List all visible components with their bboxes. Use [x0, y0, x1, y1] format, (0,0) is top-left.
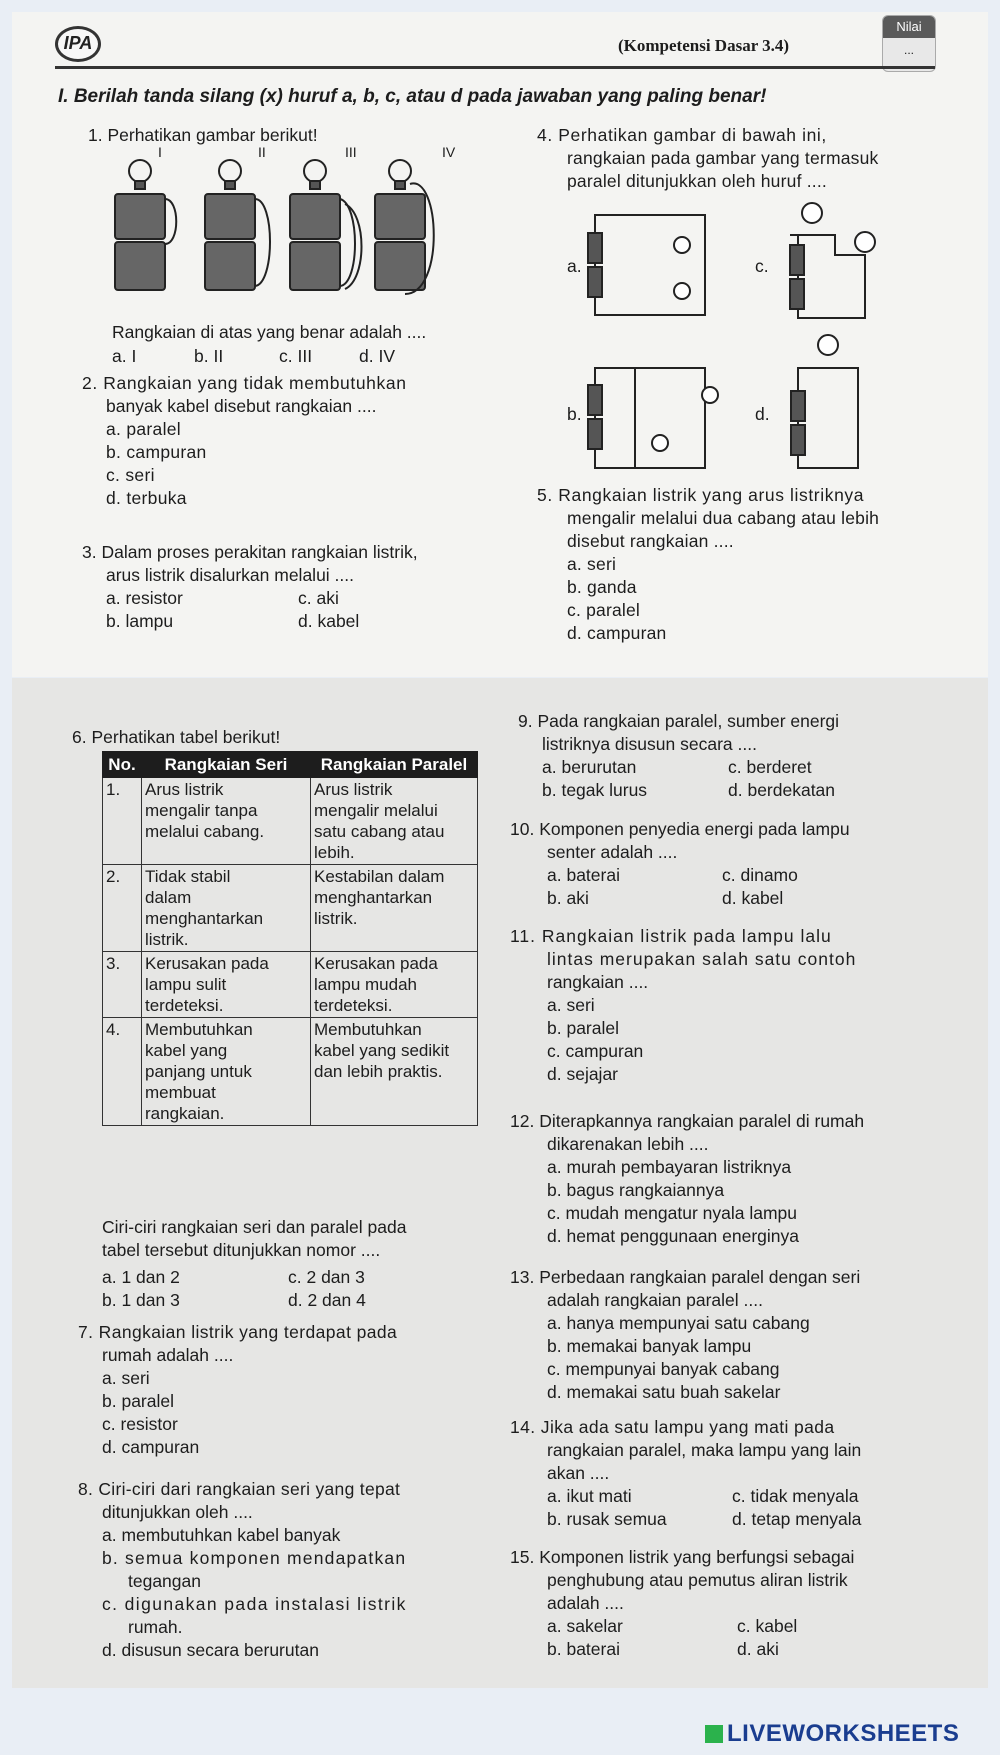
q7-line-1: 7. Rangkaian listrik yang terdapat pada	[78, 1322, 398, 1342]
row-4-seri	[142, 1018, 311, 1126]
q5-line-1: 5. Rangkaian listrik yang arus listriknya	[537, 485, 865, 505]
question-10	[510, 818, 850, 910]
row-3-paralel-line: lampu mudah	[314, 975, 418, 994]
q11-line-3: rangkaian ....	[547, 972, 649, 992]
q5-option-a[interactable]: a. seri	[567, 554, 617, 574]
q7-option-c[interactable]: c. resistor	[102, 1414, 178, 1434]
q1-label-ii: II	[258, 144, 266, 160]
row-3-seri-line: terdeteksi.	[145, 996, 224, 1015]
q11-option-b[interactable]: b. paralel	[547, 1018, 619, 1038]
instruction: I. Berilah tanda silang (x) huruf a, b, c, atau d pada jawaban yang paling benar!	[58, 86, 767, 107]
q5-line-3: disebut rangkaian ....	[567, 531, 734, 551]
q5-option-d[interactable]: d. campuran	[567, 623, 667, 643]
q9-option-d[interactable]: d. berdekatan	[728, 780, 836, 800]
row-4-seri-line: rangkaian.	[145, 1104, 225, 1123]
q3-option-c[interactable]: c. aki	[298, 588, 339, 608]
row-3-paralel	[311, 952, 478, 1018]
row-2-seri-line: listrik.	[145, 930, 189, 949]
row-3-no: 3.	[103, 952, 142, 1018]
row-1-seri-line: Arus listrik	[145, 780, 224, 799]
row-4-paralel-line: kabel yang sedikit	[314, 1041, 450, 1060]
q1-option-a[interactable]: a. I	[112, 346, 137, 366]
row-3-paralel-line: Kerusakan pada	[314, 954, 438, 973]
row-1-no: 1.	[103, 778, 142, 865]
row-2-no: 2.	[103, 865, 142, 952]
q8-line-2: ditunjukkan oleh ....	[102, 1502, 253, 1522]
q3-option-b[interactable]: b. lampu	[106, 611, 174, 631]
row-4-seri-line: panjang untuk	[145, 1062, 252, 1081]
q1-label-iv: IV	[442, 144, 456, 160]
q4-option-a[interactable]: a.	[567, 256, 582, 276]
q4-line-3: paralel ditunjukkan oleh huruf ....	[567, 171, 827, 191]
q8-option-c[interactable]: c. digunakan pada instalasi listrik	[102, 1594, 407, 1614]
q9-option-a[interactable]: a. berurutan	[542, 757, 637, 777]
q11-option-d[interactable]: d. sejajar	[547, 1064, 619, 1084]
q14-line-3: akan ....	[547, 1463, 610, 1483]
row-4-paralel	[311, 1018, 478, 1126]
row-2-seri-line: menghantarkan	[145, 909, 264, 928]
row-2-seri	[142, 865, 311, 952]
q8-option-c-cont: rumah.	[128, 1617, 183, 1637]
q6-options	[102, 1266, 366, 1312]
q11-option-c[interactable]: c. campuran	[547, 1041, 644, 1061]
table-row	[103, 865, 478, 952]
q8-option-d[interactable]: d. disusun secara berurutan	[102, 1640, 319, 1660]
bulb-icon	[129, 160, 151, 182]
table-header-no: No.	[103, 752, 142, 778]
row-1-paralel-line: satu cabang atau	[314, 822, 445, 841]
question-15	[510, 1546, 854, 1661]
q12-option-a[interactable]: a. murah pembayaran listriknya	[547, 1157, 792, 1177]
row-4-paralel-line: dan lebih praktis.	[314, 1062, 443, 1081]
question-13	[510, 1266, 860, 1404]
q1-stem: 1. Perhatikan gambar berikut!	[88, 125, 318, 145]
q2-option-c[interactable]: c. seri	[106, 465, 155, 485]
question-12	[510, 1110, 864, 1248]
kompetensi-dasar: (Kompetensi Dasar 3.4)	[618, 36, 790, 55]
row-1-seri-line: mengalir tanpa	[145, 801, 258, 820]
q15-option-d[interactable]: d. aki	[737, 1639, 779, 1659]
q1-battery-figure	[105, 144, 465, 314]
q2-option-b[interactable]: b. campuran	[106, 442, 207, 462]
liveworksheets-watermark[interactable]	[705, 1720, 959, 1748]
row-4-paralel-line: Membutuhkan	[314, 1020, 422, 1039]
q1-question: Rangkaian di atas yang benar adalah ....	[112, 322, 427, 342]
q14-option-c[interactable]: c. tidak menyala	[732, 1486, 859, 1506]
q6-question	[102, 1216, 406, 1262]
row-1-seri-line: melalui cabang.	[145, 822, 265, 841]
q8-option-a[interactable]: a. membutuhkan kabel banyak	[102, 1525, 341, 1545]
q9-option-b[interactable]: b. tegak lurus	[542, 780, 648, 800]
q13-option-d[interactable]: d. memakai satu buah sakelar	[547, 1382, 781, 1402]
q2-option-d[interactable]: d. terbuka	[106, 488, 187, 508]
table-row	[103, 1018, 478, 1126]
q9-line-2: listriknya disusun secara ....	[542, 734, 757, 754]
question-4	[537, 124, 879, 193]
q13-option-a[interactable]: a. hanya mempunyai satu cabang	[547, 1313, 810, 1333]
q14-option-d[interactable]: d. tetap menyala	[732, 1509, 862, 1529]
table-header-seri: Rangkaian Seri	[142, 752, 311, 778]
q3-line-2: arus listrik disalurkan melalui ....	[106, 565, 354, 585]
q12-option-d[interactable]: d. hemat penggunaan energinya	[547, 1226, 800, 1246]
row-4-seri-line: Membutuhkan	[145, 1020, 253, 1039]
table-header-paralel: Rangkaian Paralel	[311, 752, 478, 778]
row-4-seri-line: kabel yang	[145, 1041, 228, 1060]
q12-line-2: dikarenakan lebih ....	[547, 1134, 709, 1154]
q4-line-2: rangkaian pada gambar yang termasuk	[567, 148, 879, 168]
q14-line-2: rangkaian paralel, maka lampu yang lain	[547, 1440, 862, 1460]
q1-option-c[interactable]: c. III	[279, 346, 313, 366]
q15-line-2: penghubung atau pemutus aliran listrik	[547, 1570, 848, 1590]
q15-option-c[interactable]: c. kabel	[737, 1616, 798, 1636]
q7-option-a[interactable]: a. seri	[102, 1368, 150, 1388]
q13-line-1: 13. Perbedaan rangkaian paralel dengan seri	[510, 1267, 861, 1287]
q15-option-a[interactable]: a. sakelar	[547, 1616, 623, 1636]
q6-option-b[interactable]: b. 1 dan 3	[102, 1290, 180, 1310]
table-row	[103, 778, 478, 865]
q4-option-c[interactable]: c.	[755, 256, 769, 276]
q15-option-b[interactable]: b. baterai	[547, 1639, 620, 1659]
q3-line-1: 3. Dalam proses perakitan rangkaian listrik,	[82, 542, 418, 562]
row-1-paralel-line: mengalir melalui	[314, 801, 438, 820]
table-header-row	[103, 752, 478, 778]
q2-line-2: banyak kabel disebut rangkaian ....	[106, 396, 377, 416]
q6-option-d[interactable]: d. 2 dan 4	[288, 1290, 366, 1310]
header-divider	[55, 66, 935, 69]
q4-line-1: 4. Perhatikan gambar di bawah ini,	[537, 125, 827, 145]
q10-option-d[interactable]: d. kabel	[722, 888, 784, 908]
q1-label-iii: III	[345, 144, 357, 160]
q14-option-a[interactable]: a. ikut mati	[547, 1486, 632, 1506]
q12-option-c[interactable]: c. mudah mengatur nyala lampu	[547, 1203, 797, 1223]
q10-line-2: senter adalah ....	[547, 842, 678, 862]
q12-option-b[interactable]: b. bagus rangkaiannya	[547, 1180, 725, 1200]
row-2-paralel-line: Kestabilan dalam	[314, 867, 445, 886]
q6-stem: 6. Perhatikan tabel berikut!	[72, 727, 281, 747]
q10-option-a[interactable]: a. baterai	[547, 865, 620, 885]
q10-option-b[interactable]: b. aki	[547, 888, 589, 908]
row-2-seri-line: dalam	[145, 888, 192, 907]
q6-table	[102, 751, 478, 1126]
q5-line-2: mengalir melalui dua cabang atau lebih	[567, 508, 880, 528]
q13-option-b[interactable]: b. memakai banyak lampu	[547, 1336, 752, 1356]
q14-option-b[interactable]: b. rusak semua	[547, 1509, 667, 1529]
row-2-paralel-line: menghantarkan	[314, 888, 433, 907]
question-14	[510, 1416, 861, 1531]
q1-options	[112, 345, 395, 368]
q13-option-c[interactable]: c. mempunyai banyak cabang	[547, 1359, 780, 1379]
q6-option-c[interactable]: c. 2 dan 3	[288, 1267, 365, 1287]
nilai-label: Nilai	[883, 16, 935, 38]
question-8	[78, 1478, 407, 1662]
q2-line-1: 2. Rangkaian yang tidak membutuhkan	[82, 373, 407, 393]
q2-option-a[interactable]: a. paralel	[106, 419, 181, 439]
row-3-seri-line: Kerusakan pada	[145, 954, 269, 973]
liveworksheets-text: LIVEWORKSHEETS	[727, 1720, 960, 1747]
q5-option-b[interactable]: b. ganda	[567, 577, 637, 597]
row-1-seri	[142, 778, 311, 865]
q11-option-a[interactable]: a. seri	[547, 995, 595, 1015]
nilai-value: ...	[903, 43, 914, 57]
q11-line-2: lintas merupakan salah satu contoh	[547, 949, 857, 969]
q11-line-1: 11. Rangkaian listrik pada lampu lalu	[510, 926, 832, 946]
q3-option-a[interactable]: a. resistor	[106, 588, 183, 608]
table-row	[103, 952, 478, 1018]
q15-line-1: 15. Komponen listrik yang berfungsi sebagai	[510, 1547, 855, 1567]
q9-option-c[interactable]: c. berderet	[728, 757, 812, 777]
q9-line-1: 9. Pada rangkaian paralel, sumber energi	[518, 711, 840, 731]
q4-circuit-figures	[560, 195, 890, 475]
q7-line-2: rumah adalah ....	[102, 1345, 234, 1365]
q1-label-i: I	[158, 144, 162, 160]
q8-option-b-cont: tegangan	[128, 1571, 201, 1591]
question-7	[78, 1321, 397, 1459]
q14-line-1: 14. Jika ada satu lampu yang mati pada	[510, 1417, 835, 1437]
q12-line-1: 12. Diterapkannya rangkaian paralel di rumah	[510, 1111, 865, 1131]
row-2-paralel	[311, 865, 478, 952]
q13-line-2: adalah rangkaian paralel ....	[547, 1290, 763, 1310]
row-1-paralel-line: lebih.	[314, 843, 355, 862]
row-1-paralel	[311, 778, 478, 865]
question-11	[510, 925, 856, 1086]
ipa-logo: IPA	[55, 26, 101, 62]
row-4-no: 4.	[103, 1018, 142, 1126]
q15-line-3: adalah ....	[547, 1593, 624, 1613]
row-3-seri	[142, 952, 311, 1018]
q1-option-b[interactable]: b. II	[194, 346, 224, 366]
q7-option-b[interactable]: b. paralel	[102, 1391, 174, 1411]
q8-line-1: 8. Ciri-ciri dari rangkaian seri yang tepat	[78, 1479, 401, 1499]
q10-line-1: 10. Komponen penyedia energi pada lampu	[510, 819, 850, 839]
q6-line-2: tabel tersebut ditunjukkan nomor ....	[102, 1240, 381, 1260]
row-1-paralel-line: Arus listrik	[314, 780, 393, 799]
q3-option-d[interactable]: d. kabel	[298, 611, 360, 631]
row-4-seri-line: membuat	[145, 1083, 216, 1102]
row-2-seri-line: Tidak stabil	[145, 867, 231, 886]
question-5	[537, 484, 879, 645]
liveworksheets-logo-icon	[705, 1725, 723, 1743]
question-2	[82, 372, 407, 510]
q10-option-c[interactable]: c. dinamo	[722, 865, 798, 885]
question-3	[82, 541, 418, 633]
q4-option-d[interactable]: d.	[755, 404, 770, 424]
row-2-paralel-line: listrik.	[314, 909, 358, 928]
q4-option-b[interactable]: b.	[567, 404, 582, 424]
q6-line-1: Ciri-ciri rangkaian seri dan paralel pada	[102, 1217, 407, 1237]
q7-option-d[interactable]: d. campuran	[102, 1437, 200, 1457]
row-3-paralel-line: terdeteksi.	[314, 996, 393, 1015]
q1-option-d[interactable]: d. IV	[359, 346, 395, 366]
q8-option-b[interactable]: b. semua komponen mendapatkan	[102, 1548, 407, 1568]
nilai-box	[882, 15, 936, 72]
q5-option-c[interactable]: c. paralel	[567, 600, 641, 620]
question-9	[518, 710, 839, 802]
row-3-seri-line: lampu sulit	[145, 975, 227, 994]
q6-option-a[interactable]: a. 1 dan 2	[102, 1267, 180, 1287]
